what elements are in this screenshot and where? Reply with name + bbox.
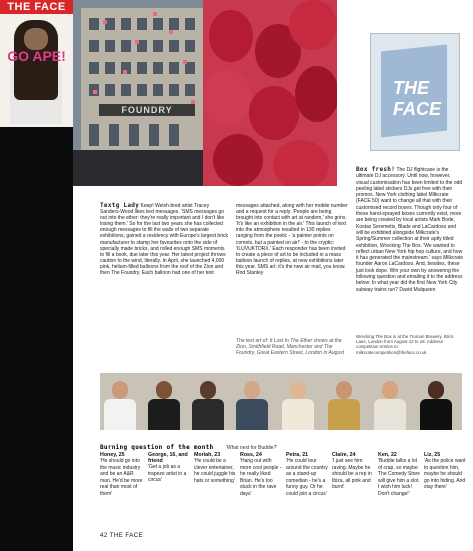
vox-pop-quote: 'As the police want to question him, maybe he should go into hiding. And stay there' [424, 458, 466, 491]
balloon-launch-photo [73, 0, 337, 186]
article-column-2-text: messages attached, along with her mobile number and a request for a reply. 'People are being brought into contact with art at random,' she grins. 'It's like an exhibition in the air.' This launch of text into the atmosphere resulted in 130 replies ranging from the poetic - 'a painter points on comets, but a painted on air!' - to the cryptic: 'ILUVUKTDRX.' Each responder has been invited to create a piece of art to be included in a mass balloon launch of replies, at new exhibitions later this year. SMS art: it's the new air mail, you know. Rod Stanley [236, 203, 348, 277]
vox-pop-entry [286, 452, 328, 498]
article-credit: The text art of: It Lost In The Ether shows at the Zion, Smithfield Road, Manchester and The Foundry, Great Eastern Street, London in August [236, 338, 345, 357]
vox-pop-quote: 'Buddie talks a lot of crap, so maybe The Comedy Store will give him a slot. I wish him luck! Don't change!' [378, 458, 420, 497]
vox-pop-quote: 'Get a job as a trapeze artist in a circus' [148, 464, 187, 484]
building-graphic [81, 8, 211, 158]
vox-pop-quote: 'He could tour around the country as a stand-up comedian - he's a funny guy. Or he could join a circus' [286, 458, 328, 497]
article-column-1 [100, 203, 228, 276]
vox-pop-question: 'What next for Buddie?' [225, 445, 278, 451]
vox-pop-heading: Burning question of the month [100, 444, 214, 451]
vox-pop-quote: 'Hang out with more cool people - he really liked Brian. He's too stuck in the rave days' [240, 458, 282, 497]
vox-pop-name: Petra, 21 [286, 452, 309, 458]
vox-pop-entry [424, 452, 466, 491]
vox-pop-entry [332, 452, 374, 491]
vox-pop-portrait [370, 373, 416, 430]
cover-headline: GO APE! [7, 48, 66, 64]
vox-pop-quote: 'I just see him raving. Maybe he should be a rep in Ibiza, all pink and burnt' [332, 458, 372, 491]
magazine-cover-thumbnail [0, 0, 73, 127]
vox-pop-portrait [188, 373, 232, 430]
vox-pop-name: Ken, 22 [378, 452, 397, 458]
vox-pop-name: Liz, 25 [424, 452, 441, 458]
box-fresh-heading: Box fresh! [356, 166, 396, 173]
vox-pop-name: Honey, 25 [100, 452, 125, 458]
vox-pop-portrait [144, 373, 188, 430]
vox-pop-entry [148, 452, 192, 484]
vox-pop-portrait [278, 373, 324, 430]
vox-pop-entry [240, 452, 282, 498]
box-fresh-body: The DJ flightcase is the ultimate DJ accessory. Until now, however, visual customisation has been limited to the odd peeling label stickers DJs get free with their promos. New York clothing label Milkcrate (FACE 50) want to change all that with their customised record boxes. Though only four of these hand-sprayed boxes currently exist, more are being created by local artists Mark Bode, Kostas Seremetis, Blade and LaCardoso and will be exhibited alongside Milkcrate's Spring/Summer collection at their aptly titled exhibition, Wrecking The Box. 'We wanted to reflect urban New York hip hop culture, and how it has generated the mainstream,' says Milkcrate founder Aaron LaCardoso. And, besides, these just look dope. Win your own by answering the following question and emailing it to the address below: In what year did the first New York City subway trains run? David Mulqueen [356, 167, 464, 293]
page-folio: 42 THE FACE [100, 533, 144, 539]
vox-pop-portrait [100, 373, 144, 430]
box-fresh-credit: Wrecking The Box is at the Truman Brewery, Brick Lane, London from August 12 to 18. Address competition entries to: milkcratecompetition@theface.co.uk [356, 334, 454, 355]
vox-pop-photo-strip [100, 373, 462, 430]
vox-pop-entry [378, 452, 420, 498]
vox-pop-name: Ross, 24 [240, 452, 262, 458]
vox-pop-name: George, 16, and friend [148, 452, 188, 464]
vox-pop-quote: 'He could be a clever entertainer, he could juggle his hats or something' [194, 458, 236, 484]
vox-pop-name: Moriah, 23 [194, 452, 221, 458]
article-column-1-text: Keep! Welsh-bred artist Tracey Sanders-Wood likes text messages. 'SMS messages go out into the ether: they're really important and I don't like losing them.' So for the last two years she has collected enough messages to fill the walls of two separate exhibitions, gained a residency with Europe's largest brick manufacturer to stamp her favourites onto the side of specially made bricks, and rolled enough SMS moments to fill a book, due later this year. Her latest project throws caution to the wind, literally. In April, she launched 4,000 pink, helium-filled balloons from the roof of the Zion and then The Foundry. Each balloon had one of her text [100, 203, 228, 277]
vox-pop-entry [100, 452, 144, 498]
crowd-graphic [73, 150, 213, 186]
vox-pop-quote: 'He should go into the music industry and be an A&R man. He'd be more real than most of them' [100, 458, 143, 497]
vox-pop-portrait [416, 373, 462, 430]
foundry-sign: FOUNDRY [99, 104, 195, 116]
vox-pop-portrait [232, 373, 278, 430]
article-heading: Textg Lady [100, 202, 140, 209]
box-fresh-article [356, 167, 464, 293]
cover-ape-face [24, 28, 48, 50]
vox-pop-name: Claire, 24 [332, 452, 356, 458]
vox-pop-entry [194, 452, 236, 484]
cover-masthead: THE FACE [0, 0, 73, 14]
balloons-graphic [203, 0, 337, 186]
record-box-tag: THE FACE [393, 78, 442, 119]
vox-pop-portrait [324, 373, 370, 430]
record-box-photo [370, 33, 460, 151]
article-column-2 [236, 203, 348, 276]
